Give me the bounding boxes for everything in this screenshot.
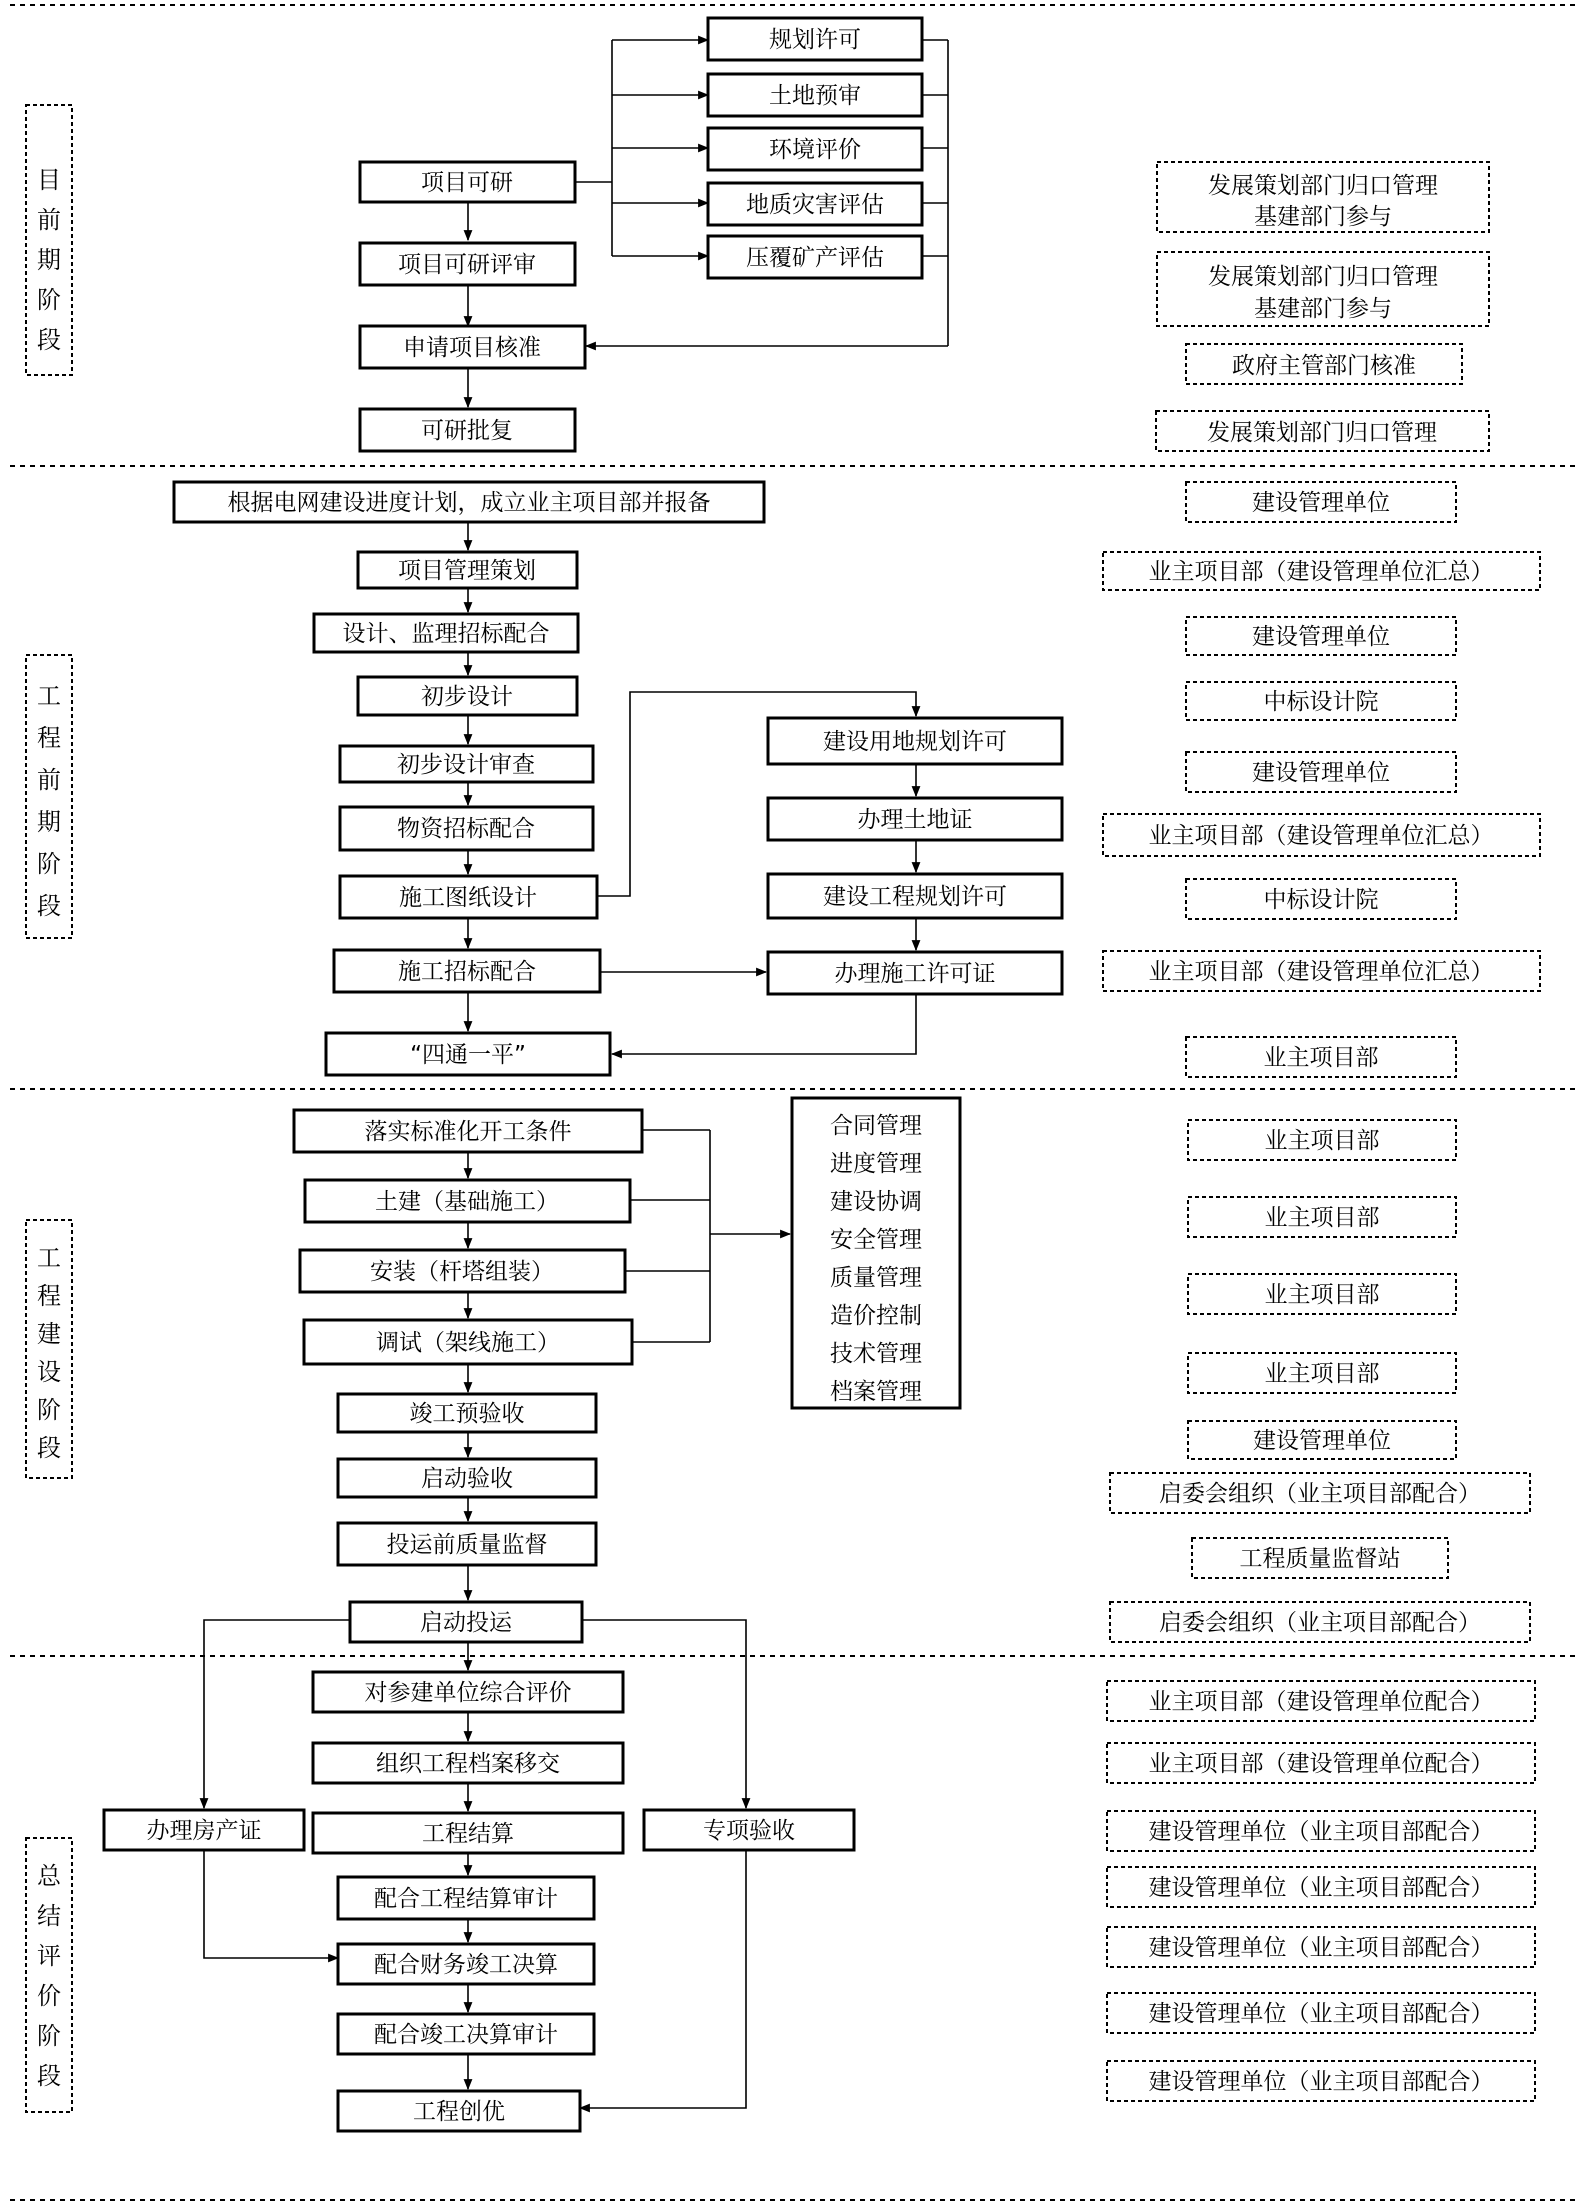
step-settlement: 工程结算 [422,1821,514,1847]
role-text: 业主项目部（建设管理单位汇总） [1148,823,1494,849]
step-establish-owner-dept: 根据电网建设进度计划，成立业主项目部并报备 [227,490,711,516]
step-line-stringing: 调试（架线施工） [376,1330,560,1356]
step-pre-completion: 竣工预验收 [409,1401,525,1427]
stage-1-char: 期 [37,246,61,274]
stage-3-char: 段 [37,1434,61,1462]
step-civil-foundation: 土建（基础施工） [375,1189,559,1215]
role-text: 业主项目部 [1264,1361,1380,1387]
stage-4-char: 价 [37,1982,61,2010]
stage-3-roles [1110,1120,1530,1642]
step-site-preparation: “四通一平” [410,1042,526,1068]
stage-3-management-box [792,1098,960,1408]
step-land-certificate: 办理土地证 [857,807,973,833]
role-text: 建设管理单位（业主项目部配合） [1148,2001,1494,2027]
mgmt-item: 档案管理 [830,1379,922,1405]
stage-1-permits [708,18,922,278]
stage-2-char: 工 [37,682,61,710]
step-feasibility-reply: 可研批复 [421,418,513,444]
stage-label-4 [26,1838,72,2112]
stage-label-2 [26,655,72,938]
step-tower-installation: 安装（杆塔组装） [370,1259,554,1285]
permit-land-preexam: 土地预审 [769,83,861,109]
role-text: 建设管理单位（业主项目部配合） [1148,1935,1494,1961]
stage-4-roles [1107,1681,1535,2101]
stage-2-char: 段 [37,892,61,920]
stage-label-1 [26,105,72,375]
step-construction-bidding: 施工招标配合 [398,959,536,985]
role-text: 发展策划部门归口管理 [1207,420,1437,446]
role-text: 工程质量监督站 [1239,1546,1401,1572]
role-text: 业主项目部 [1264,1282,1380,1308]
stage-1-char: 阶 [37,286,61,314]
step-commissioning: 启动投运 [420,1610,512,1636]
stage-4-char: 评 [37,1942,61,1970]
role-text: 建设管理单位（业主项目部配合） [1148,2069,1494,2095]
step-project-planning: 项目管理策划 [398,558,536,584]
permit-mineral: 压覆矿产评估 [746,245,884,271]
stage-1-roles [1156,162,1489,451]
permit-geohazard: 地质灾害评估 [746,192,884,218]
step-unit-evaluation: 对参建单位综合评价 [364,1680,572,1706]
mgmt-item: 建设协调 [830,1189,922,1215]
step-startup-acceptance: 启动验收 [421,1466,513,1492]
role-text: 建设管理单位 [1252,624,1390,650]
role-text: 启委会组织（业主项目部配合） [1159,1610,1481,1636]
role-text: 建设管理单位（业主项目部配合） [1148,1819,1494,1845]
stage-4-char: 段 [37,2062,61,2090]
stage-3-char: 阶 [37,1396,61,1424]
role-text: 建设管理单位 [1252,490,1390,516]
role-text: 业主项目部（建设管理单位配合） [1148,1751,1494,1777]
mgmt-item: 合同管理 [830,1113,922,1139]
stage-4-char: 阶 [37,2022,61,2050]
role-text: 业主项目部（建设管理单位配合） [1148,1689,1494,1715]
mgmt-item: 进度管理 [830,1151,922,1177]
role-text: 基建部门参与 [1254,204,1392,230]
role-text: 业主项目部 [1263,1045,1379,1071]
role-text: 中标设计院 [1263,887,1379,913]
step-standard-start: 落实标准化开工条件 [364,1119,572,1145]
stage-1-steps [360,162,585,451]
mgmt-item: 安全管理 [830,1227,922,1253]
stage-1-char: 段 [37,326,61,354]
step-final-accounts: 配合财务竣工决算 [374,1952,558,1978]
mgmt-item: 技术管理 [830,1341,922,1367]
step-special-acceptance: 专项验收 [703,1818,795,1844]
step-quality-supervision: 投运前质量监督 [386,1532,548,1558]
stage-2-char: 期 [37,808,61,836]
step-preliminary-design: 初步设计 [421,684,513,710]
stage-2-char: 程 [37,724,61,752]
role-text: 发展策划部门归口管理 [1208,264,1438,290]
permit-environment: 环境评价 [769,137,861,163]
step-property-certificate: 办理房产证 [146,1818,262,1844]
role-text: 启委会组织（业主项目部配合） [1159,1481,1481,1507]
stage-4-char: 总 [37,1862,61,1890]
mgmt-item: 造价控制 [830,1303,922,1329]
role-text: 业主项目部 [1264,1205,1380,1231]
step-feasibility-review: 项目可研评审 [398,252,536,278]
step-settlement-audit: 配合工程结算审计 [374,1886,558,1912]
stage-1-char: 目 [37,166,61,194]
stage-2-char: 前 [37,766,61,794]
stage-3-char: 设 [37,1358,61,1386]
role-text: 业主项目部（建设管理单位汇总） [1148,959,1494,985]
stage-2-side-steps [768,718,1062,994]
stage-3-char: 工 [37,1244,61,1272]
stage-3-char: 程 [37,1282,61,1310]
stage-2-steps [174,482,764,1075]
permit-planning: 规划许可 [769,27,861,53]
stage-4-char: 结 [37,1902,61,1930]
role-text: 中标设计院 [1263,689,1379,715]
role-text: 基建部门参与 [1254,296,1392,322]
step-construction-permit: 办理施工许可证 [834,961,996,987]
step-material-bidding: 物资招标配合 [397,816,535,842]
step-land-use-permit: 建设用地规划许可 [823,729,1007,755]
step-design-bidding: 设计、监理招标配合 [342,621,550,647]
role-text: 业主项目部 [1264,1128,1380,1154]
step-excellence-award: 工程创优 [413,2099,505,2125]
mgmt-item: 质量管理 [830,1265,922,1291]
step-archive-transfer: 组织工程档案移交 [376,1751,560,1777]
role-text: 建设管理单位 [1252,760,1390,786]
step-feasibility-study: 项目可研 [421,170,513,196]
step-preliminary-review: 初步设计审查 [397,752,535,778]
role-text: 建设管理单位（业主项目部配合） [1148,1875,1494,1901]
stage-3-char: 建 [37,1320,61,1348]
step-engineering-permit: 建设工程规划许可 [823,884,1007,910]
step-construction-drawing: 施工图纸设计 [399,885,537,911]
step-apply-approval: 申请项目核准 [403,335,541,361]
stage-1-char: 前 [37,206,61,234]
role-text: 建设管理单位 [1253,1428,1391,1454]
stage-2-roles [1103,482,1540,1077]
role-text: 发展策划部门归口管理 [1208,173,1438,199]
stage-label-3 [26,1220,72,1478]
role-text: 业主项目部（建设管理单位汇总） [1148,559,1494,585]
role-text: 政府主管部门核准 [1232,353,1416,379]
stage-2-char: 阶 [37,850,61,878]
step-final-accounts-audit: 配合竣工决算审计 [374,2022,558,2048]
